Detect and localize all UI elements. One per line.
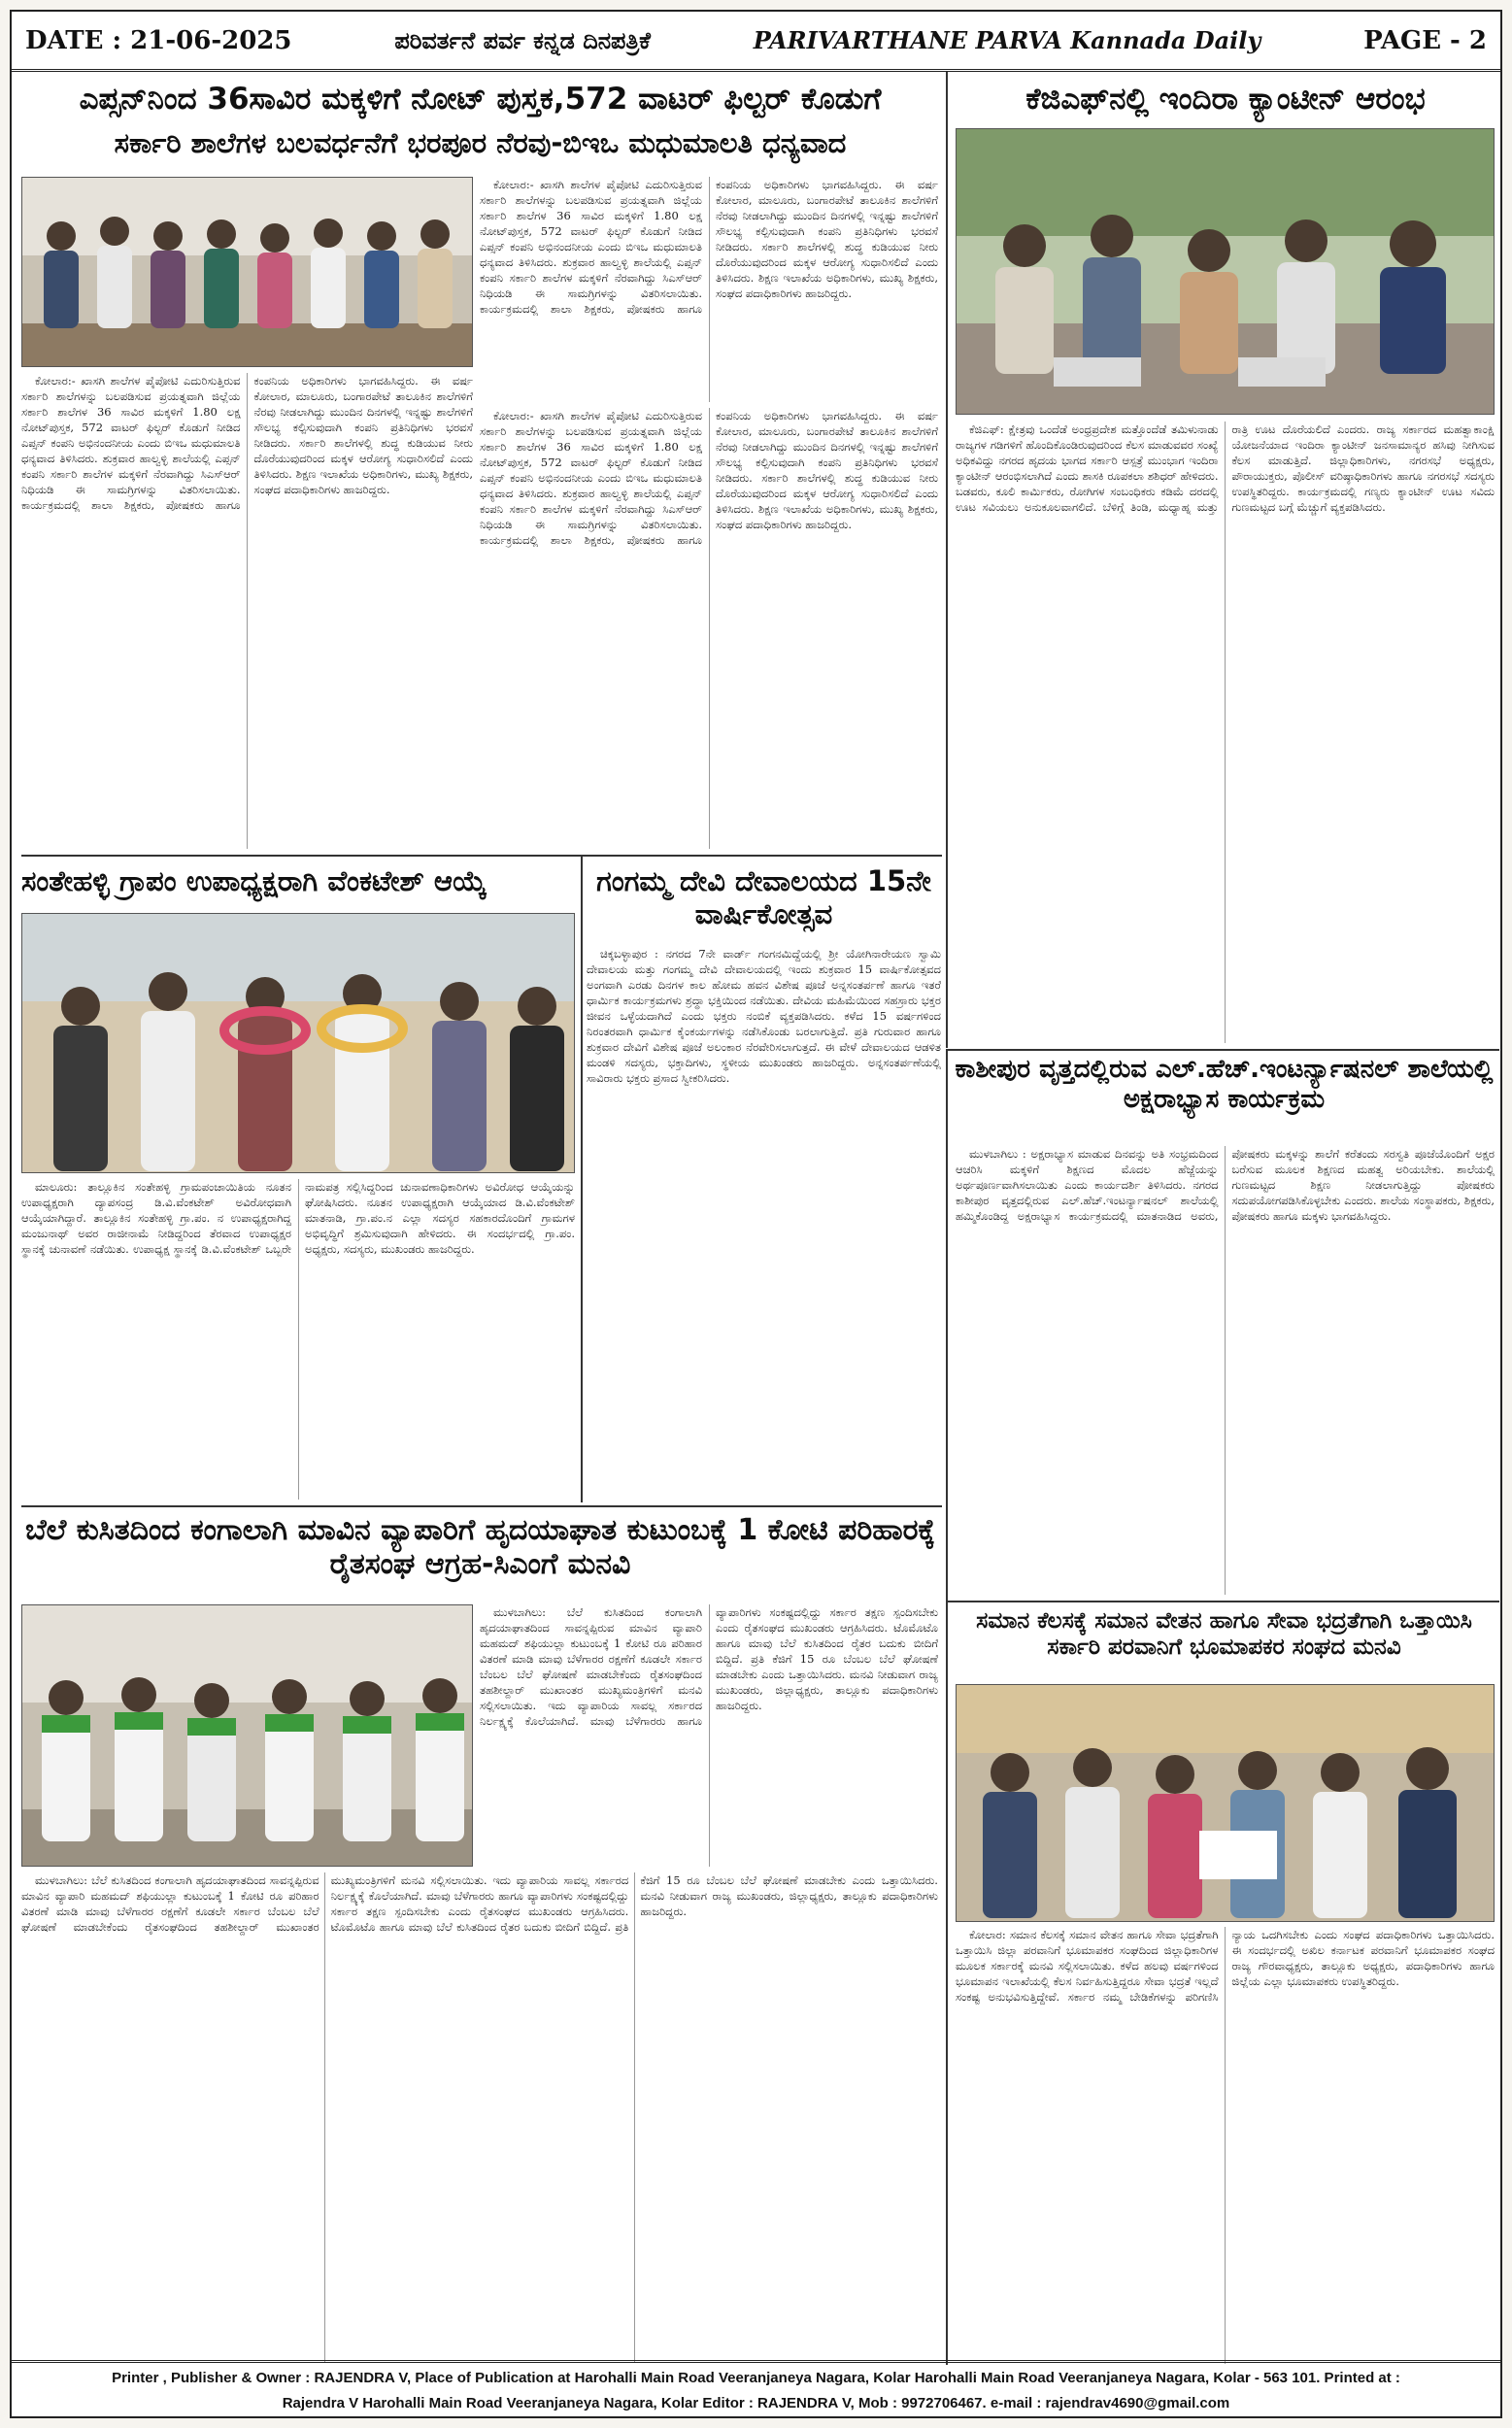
- story1-body-text-continued-2: ಕೋಲಾರ:- ಖಾಸಗಿ ಶಾಲೆಗಳ ಪೈಪೋಟಿ ಎದುರಿಸುತ್ತಿರುವ ಸರ್ಕಾರಿ ಶಾಲೆಗಳನ್ನು ಬಲಪಡಿಸುವ ಪ್ರಯತ್ನವಾಗಿ ಜಿಲ್ಲೆಯ ಸರ್ಕಾರಿ ಶಾಲೆಗಳ 36 ಸಾವಿರ ಮಕ್ಕಳಿಗೆ 1.80 ಲಕ್ಷ ನೋಟ್‌ಪುಸ್ತಕ, 572 ವಾಟರ್ ಫಿಲ್ಟರ್ ಕೊಡುಗೆ ನೀಡಿದ ಎಪ್ಸನ್ ಕಂಪನಿ ಅಭಿನಂದನೀಯ ಎಂದು ಬಿಇಒ ಮಧುಮಾಲತಿ ಧನ್ಯವಾದ ತಿಳಿಸಿದರು. ಶುಕ್ರವಾರ ಹಾಲ್ವಳ್ಳಿ ಶಾಲೆಯಲ್ಲಿ ಎಪ್ಸನ್ ಕಂಪನಿ ಸರ್ಕಾರಿ ಶಾಲೆಗಳ ಮಕ್ಕಳಿಗೆ ನೆರವಾಗಿದ್ದು ಸಿಎಸ್‌ಆರ್ ನಿಧಿಯಡಿ ಈ ಸಾಮಗ್ರಿಗಳನ್ನು ವಿತರಿಸಲಾಯಿತು. ಕಾರ್ಯಕ್ರಮದಲ್ಲಿ ಶಾಲಾ ಶಿಕ್ಷಕರು, ಪೋಷಕರು ಹಾಗೂ ಕಂಪನಿಯ ಅಧಿಕಾರಿಗಳು ಭಾಗವಹಿಸಿದ್ದರು. ಈ ವರ್ಷ ಕೋಲಾರ, ಮಾಲೂರು, ಬಂಗಾರಪೇಟೆ ತಾಲೂಕಿನ ಶಾಲೆಗಳಿಗೆ ನೆರವು ನೀಡಲಾಗಿದ್ದು ಮುಂದಿನ ದಿನಗಳಲ್ಲಿ ಇನ್ನಷ್ಟು ಶಾಲೆಗಳಿಗೆ ಸೌಲಭ್ಯ ಕಲ್ಪಿಸುವುದಾಗಿ ಕಂಪನಿ ಪ್ರತಿನಿಧಿಗಳು ಭರವಸೆ ನೀಡಿದರು. ಸರ್ಕಾರಿ ಶಾಲೆಗಳಲ್ಲಿ ಶುದ್ಧ ಕುಡಿಯುವ ನೀರು ದೊರೆಯುವುದರಿಂದ ಮಕ್ಕಳ ಆರೋಗ್ಯ ಸುಧಾರಿಸಲಿದೆ ಎಂದು ತಿಳಿಸಿದರು. ಶಿಕ್ಷಣ ಇಲಾಖೆಯ ಅಧಿಕಾರಿಗಳು, ಮುಖ್ಯ ಶಿಕ್ಷಕರು, ಸಂಘದ ಪದಾಧಿಕಾರಿಗಳು ಹಾಜರಿದ್ದರು.: [480, 409, 938, 547]
- story3-body: [21, 1179, 575, 1500]
- story6-body-lower: [21, 1872, 938, 2363]
- story5-body: [956, 1146, 1495, 1595]
- story1-body-text: ಕೋಲಾರ:- ಖಾಸಗಿ ಶಾಲೆಗಳ ಪೈಪೋಟಿ ಎದುರಿಸುತ್ತಿರುವ ಸರ್ಕಾರಿ ಶಾಲೆಗಳನ್ನು ಬಲಪಡಿಸುವ ಪ್ರಯತ್ನವಾಗಿ ಜಿಲ್ಲೆಯ ಸರ್ಕಾರಿ ಶಾಲೆಗಳ 36 ಸಾವಿರ ಮಕ್ಕಳಿಗೆ 1.80 ಲಕ್ಷ ನೋಟ್‌ಪುಸ್ತಕ, 572 ವಾಟರ್ ಫಿಲ್ಟರ್ ಕೊಡುಗೆ ನೀಡಿದ ಎಪ್ಸನ್ ಕಂಪನಿ ಅಭಿನಂದನೀಯ ಎಂದು ಬಿಇಒ ಮಧುಮಾಲತಿ ಧನ್ಯವಾದ ತಿಳಿಸಿದರು. ಶುಕ್ರವಾರ ಹಾಲ್ವಳ್ಳಿ ಶಾಲೆಯಲ್ಲಿ ಎಪ್ಸನ್ ಕಂಪನಿ ಸರ್ಕಾರಿ ಶಾಲೆಗಳ ಮಕ್ಕಳಿಗೆ ನೆರವಾಗಿದ್ದು ಸಿಎಸ್‌ಆರ್ ನಿಧಿಯಡಿ ಈ ಸಾಮಗ್ರಿಗಳನ್ನು ವಿತರಿಸಲಾಯಿತು. ಕಾರ್ಯಕ್ರಮದಲ್ಲಿ ಶಾಲಾ ಶಿಕ್ಷಕರು, ಪೋಷಕರು ಹಾಗೂ ಕಂಪನಿಯ ಅಧಿಕಾರಿಗಳು ಭಾಗವಹಿಸಿದ್ದರು. ಈ ವರ್ಷ ಕೋಲಾರ, ಮಾಲೂರು, ಬಂಗಾರಪೇಟೆ ತಾಲೂಕಿನ ಶಾಲೆಗಳಿಗೆ ನೆರವು ನೀಡಲಾಗಿದ್ದು ಮುಂದಿನ ದಿನಗಳಲ್ಲಿ ಇನ್ನಷ್ಟು ಶಾಲೆಗಳಿಗೆ ಸೌಲಭ್ಯ ಕಲ್ಪಿಸುವುದಾಗಿ ಕಂಪನಿ ಪ್ರತಿನಿಧಿಗಳು ಭರವಸೆ ನೀಡಿದರು. ಸರ್ಕಾರಿ ಶಾಲೆಗಳಲ್ಲಿ ಶುದ್ಧ ಕುಡಿಯುವ ನೀರು ದೊರೆಯುವುದರಿಂದ ಮಕ್ಕಳ ಆರೋಗ್ಯ ಸುಧಾರಿಸಲಿದೆ ಎಂದು ತಿಳಿಸಿದರು. ಶಿಕ್ಷಣ ಇಲಾಖೆಯ ಅಧಿಕಾರಿಗಳು, ಮುಖ್ಯ ಶಿಕ್ಷಕರು, ಸಂಘದ ಪದಾಧಿಕಾರಿಗಳು ಹಾಜರಿದ್ದರು.: [480, 178, 938, 316]
- story5-headline: ಕಾಶೀಪುರ ವೃತ್ತದಲ್ಲಿರುವ ಎಲ್.ಹೆಚ್.ಇಂಟರ್ನ್ಯಾಷನಲ್ ಶಾಲೆಯಲ್ಲಿ ಅಕ್ಷರಾಭ್ಯಾಸ ಕಾರ್ಯಕ್ರಮ: [955, 1055, 1494, 1114]
- column-rule-2: [581, 857, 583, 1502]
- section-rule-right-2: [948, 1601, 1499, 1602]
- story6-photo: [21, 1604, 473, 1867]
- story7-body-text: ಕೋಲಾರ: ಸಮಾನ ಕೆಲಸಕ್ಕೆ ಸಮಾನ ವೇತನ ಹಾಗೂ ಸೇವಾ ಭದ್ರತೆಗಾಗಿ ಒತ್ತಾಯಿಸಿ ಜಿಲ್ಲಾ ಪರವಾನಿಗೆ ಭೂಮಾಪಕರ ಸಂಘದಿಂದ ಜಿಲ್ಲಾಧಿಕಾರಿಗಳ ಮೂಲಕ ಸರ್ಕಾರಕ್ಕೆ ಮನವಿ ಸಲ್ಲಿಸಲಾಯಿತು. ಕಳೆದ ಹಲವು ವರ್ಷಗಳಿಂದ ಭೂಮಾಪನ ಇಲಾಖೆಯಲ್ಲಿ ಕೆಲಸ ನಿರ್ವಹಿಸುತ್ತಿದ್ದರೂ ಸೇವಾ ಭದ್ರತೆ ಇಲ್ಲದೆ ಸಂಕಷ್ಟ ಅನುಭವಿಸುತ್ತಿದ್ದೇವೆ. ಸರ್ಕಾರ ನಮ್ಮ ಬೇಡಿಕೆಗಳನ್ನು ಪರಿಗಣಿಸಿ ನ್ಯಾಯ ಒದಗಿಸಬೇಕು ಎಂದು ಸಂಘದ ಪದಾಧಿಕಾರಿಗಳು ಒತ್ತಾಯಿಸಿದರು. ಈ ಸಂದರ್ಭದಲ್ಲಿ ಅಖಿಲ ಕರ್ನಾಟಕ ಪರವಾನಿಗೆ ಭೂಮಾಪಕರ ಸಂಘದ ರಾಜ್ಯ ಗೌರವಾಧ್ಯಕ್ಷರು, ತಾಲ್ಲೂಕು ಅಧ್ಯಕ್ಷರು, ಪದಾಧಿಕಾರಿಗಳು ಹಾಗೂ ಜಿಲ್ಲೆಯ ಎಲ್ಲಾ ಭೂಮಾಪಕರು ಉಪಸ್ಥಿತರಿದ್ದರು.: [956, 1928, 1495, 2004]
- story6-headline: ಬೆಲೆ ಕುಸಿತದಿಂದ ಕಂಗಾಲಾಗಿ ಮಾವಿನ ವ್ಯಾಪಾರಿಗೆ ಹೃದಯಾಘಾತ ಕುಟುಂಬಕ್ಕೆ 1 ಕೋಟಿ ಪರಿಹಾರಕ್ಕೆ ರೈತಸಂಘ ಆಗ್ರಹ-ಸಿಎಂಗೆ ಮನವಿ: [24, 1513, 936, 1582]
- column-rule: [946, 72, 948, 1048]
- imprint-line-1: Printer , Publisher & Owner : RAJENDRA V, Place of Publication at Harohalli Main Road Veeranjaneya Nagara, Kolar Harohalli Main Road Veeranjaneya Nagara, Kolar - 563 101. Printed at :: [112, 2370, 1400, 2386]
- story1-body-left: [21, 373, 473, 849]
- story6-body-text: ಮುಳಬಾಗಿಲು: ಬೆಲೆ ಕುಸಿತದಿಂದ ಕಂಗಾಲಾಗಿ ಹೃದಯಾಘಾತದಿಂದ ಸಾವನ್ನಪ್ಪಿರುವ ಮಾವಿನ ವ್ಯಾಪಾರಿ ಮಹಮದ್ ಶಫಿಯುಲ್ಲಾ ಕುಟುಂಬಕ್ಕೆ 1 ಕೋಟಿ ರೂ ಪರಿಹಾರ ವಿತರಣೆ ಮಾಡಿ ಮಾವು ಬೆಳೆಗಾರರ ರಕ್ಷಣೆಗೆ ಕೂಡಲೇ ಸರ್ಕಾರ ಬೆಂಬಲ ಬೆಲೆ ಘೋಷಣೆ ಮಾಡಬೇಕೆಂದು ರೈತಸಂಘದಿಂದ ತಹಶೀಲ್ದಾರ್ ಮುಖಾಂತರ ಮುಖ್ಯಮಂತ್ರಿಗಳಿಗೆ ಮನವಿ ಸಲ್ಲಿಸಲಾಯಿತು. ಇದು ವ್ಯಾಪಾರಿಯ ಸಾವಲ್ಲ ಸರ್ಕಾರದ ನಿರ್ಲಕ್ಷ್ಯಕ್ಕೆ ಕೊಲೆಯಾಗಿದೆ. ಮಾವು ಬೆಳೆಗಾರರು ಹಾಗೂ ವ್ಯಾಪಾರಿಗಳು ಸಂಕಷ್ಟದಲ್ಲಿದ್ದು ಸರ್ಕಾರ ತಕ್ಷಣ ಸ್ಪಂದಿಸಬೇಕು ಎಂದು ರೈತಸಂಘದ ಮುಖಂಡರು ಆಗ್ರಹಿಸಿದರು. ಟೊಮೊಟೊ ಹಾಗೂ ಮಾವು ಬೆಲೆ ಕುಸಿತದಿಂದ ರೈತರ ಬದುಕು ಬೀದಿಗೆ ಬಿದ್ದಿದೆ. ಪ್ರತಿ ಕೆಜಿಗೆ 15 ರೂ ಬೆಂಬಲ ಬೆಲೆ ಘೋಷಣೆ ಮಾಡಬೇಕು ಎಂದು ಒತ್ತಾಯಿಸಿದರು. ಮನವಿ ನೀಡುವಾಗ ರಾಜ್ಯ ಮುಖಂಡರು, ಜಿಲ್ಲಾಧ್ಯಕ್ಷರು, ತಾಲ್ಲೂಕು ಪದಾಧಿಕಾರಿಗಳು ಹಾಜರಿದ್ದರು.: [480, 1605, 938, 1728]
- issue-date: DATE : 21-06-2025: [25, 25, 292, 55]
- section-rule-right: [948, 1049, 1499, 1051]
- story3-body-text: ಮಾಲೂರು: ತಾಲ್ಲೂಕಿನ ಸಂತೇಹಳ್ಳಿ ಗ್ರಾಮಪಂಚಾಯಿತಿಯ ನೂತನ ಉಪಾಧ್ಯಕ್ಷರಾಗಿ ದ್ಯಾಪಸಂದ್ರ ಡಿ.ವಿ.ವೆಂಕಟೇಶ್ ಅವಿರೋಧವಾಗಿ ಆಯ್ಕೆಯಾಗಿದ್ದಾರೆ. ತಾಲ್ಲೂಕಿನ ಸಂತೇಹಳ್ಳಿ ಗ್ರಾ.ಪಂ. ನ ಉಪಾಧ್ಯಕ್ಷರಾಗಿದ್ದ ಮಂಜುನಾಥ್ ಅವರ ರಾಜೀನಾಮೆ ನೀಡಿದ್ದರಿಂದ ತೆರವಾದ ಉಪಾಧ್ಯಕ್ಷರ ಸ್ಥಾನಕ್ಕೆ ಚುನಾವಣೆ ನಡೆಯಿತು. ಉಪಾಧ್ಯಕ್ಷ ಸ್ಥಾನಕ್ಕೆ ಡಿ.ವಿ.ವೆಂಕಟೇಶ್ ಒಬ್ಬರೇ ನಾಮಪತ್ರ ಸಲ್ಲಿಸಿದ್ದರಿಂದ ಚುನಾವಣಾಧಿಕಾರಿಗಳು ಅವಿರೋಧ ಆಯ್ಕೆಯನ್ನು ಘೋಷಿಸಿದರು. ನೂತನ ಉಪಾಧ್ಯಕ್ಷರಾಗಿ ಆಯ್ಕೆಯಾದ ಡಿ.ವಿ.ವೆಂಕಟೇಶ್ ಮಾತನಾಡಿ, ಗ್ರಾ.ಪಂ.ನ ಎಲ್ಲಾ ಸದಸ್ಯರ ಸಹಕಾರದೊಂದಿಗೆ ಗ್ರಾಮಗಳ ಅಭಿವೃದ್ಧಿಗೆ ಶ್ರಮಿಸುವುದಾಗಿ ಹೇಳಿದರು. ಈ ಸಂದರ್ಭದಲ್ಲಿ ಗ್ರಾ.ಪಂ. ಅಧ್ಯಕ್ಷರು, ಸದಸ್ಯರು, ಮುಖಂಡರು ಹಾಜರಿದ್ದರು.: [21, 1180, 575, 1256]
- paper-title-kannada: ಪರಿವರ್ತನೆ ಪರ್ವ ಕನ್ನಡ ದಿನಪತ್ರಿಕೆ: [394, 26, 651, 54]
- imprint-footer: [12, 2360, 1500, 2416]
- story3-photo-image: [22, 914, 575, 1173]
- story2-headline: ಕೆಜಿಎಫ್‌ನಲ್ಲಿ ಇಂದಿರಾ ಕ್ಯಾಂಟೀನ್ ಆರಂಭ: [1025, 82, 1426, 117]
- story7-headline: ಸಮಾನ ಕೆಲಸಕ್ಕೆ ಸಮಾನ ವೇತನ ಹಾಗೂ ಸೇವಾ ಭದ್ರತೆಗಾಗಿ ಒತ್ತಾಯಿಸಿ ಸರ್ಕಾರಿ ಪರವಾನಿಗೆ ಭೂಮಾಪಕರ ಸಂಘದ ಮನವಿ: [976, 1608, 1472, 1661]
- section-rule-2: [21, 1505, 942, 1507]
- story7-photo: [956, 1684, 1495, 1922]
- story7-body: [956, 1927, 1495, 2364]
- story1-photo: [21, 177, 473, 367]
- imprint-line-2: Rajendra V Harohalli Main Road Veeranjaneya Nagara, Kolar Editor : RAJENDRA V, Mob : 9972706467. e-mail : rajendrav4690@gmail.com: [282, 2395, 1230, 2411]
- story2-photo-image: [957, 129, 1495, 415]
- newspaper-page: [10, 10, 1502, 2418]
- story4-body-text: ಚಿಕ್ಕಬಳ್ಳಾಪುರ : ನಗರದ 7ನೇ ವಾರ್ಡ್ ಗಂಗನಮಿದ್ದೆಯಲ್ಲಿ ಶ್ರೀ ಯೋಗಿನಾರೇಯಣ ಸ್ವಾಮಿ ದೇವಾಲಯ ಮತ್ತು ಗಂಗಮ್ಮ ದೇವಿ ದೇವಾಲಯದಲ್ಲಿ ಇಂದು ಶುಕ್ರವಾರ 15 ವಾರ್ಷಿಕೋತ್ಸವದ ಅಂಗವಾಗಿ ಎರಡು ದಿನಗಳ ಕಾಲ ಹೋಮ ಹವನ ವಿಶೇಷ ಪೂಜೆ ಅನ್ನಸಂತರ್ಪಣೆ ಹಾಗೂ ಇತರೆ ಧಾರ್ಮಿಕ ಕಾರ್ಯಕ್ರಮಗಳು ಶ್ರದ್ಧಾ ಭಕ್ತಿಯಿಂದ ನಡೆಯಿತು. ದೇವಿಯ ಮಹಿಮೆಯಿಂದ ಸಹಸ್ರಾರು ಭಕ್ತರ ಜೀವನ ಒಳ್ಳೆಯದಾಗಿದೆ ಎಂದು ಭಕ್ತರು ನಂಬಿಕೆ ವ್ಯಕ್ತಪಡಿಸಿದರು. ಕಳೆದ 15 ವರ್ಷಗಳಿಂದ ನಿರಂತರವಾಗಿ ಧಾರ್ಮಿಕ ಕೈಂಕರ್ಯಗಳನ್ನು ನಡೆಸಿಕೊಂಡು ಬರಲಾಗುತ್ತಿದೆ. ಪ್ರತಿ ಗುರುವಾರ ಹಾಗೂ ಶುಕ್ರವಾರ ದೇವಿಗೆ ವಿಶೇಷ ಪೂಜೆ ಅಲಂಕಾರ ನೆರವೇರಿಸಲಾಗುತ್ತದೆ. ಈ ವೇಳೆ ದೇವಾಲಯದ ಆಡಳಿತ ಮಂಡಳಿ ಸದಸ್ಯರು, ಭಕ್ತಾದಿಗಳು, ಸ್ಥಳೀಯ ಮುಖಂಡರು ಹಾಜರಿದ್ದರು. ಅನ್ನಸಂತರ್ಪಣೆಯಲ್ಲಿ ಸಾವಿರಾರು ಭಕ್ತರು ಪ್ರಸಾದ ಸ್ವೀಕರಿಸಿದರು.: [587, 947, 941, 1085]
- story4-headline: ಗಂಗಮ್ಮ ದೇವಿ ದೇವಾಲಯದ 15ನೇ ವಾರ್ಷಿಕೋತ್ಸವ: [596, 864, 931, 931]
- story1-body-right: [480, 177, 938, 402]
- page-number: PAGE - 2: [1363, 25, 1487, 55]
- story1-body-lower: [480, 408, 938, 849]
- story3-headline: ಸಂತೇಹಳ್ಳಿ ಗ್ರಾಪಂ ಉಪಾಧ್ಯಕ್ಷರಾಗಿ ವೆಂಕಟೇಶ್ ಆಯ್ಕೆ: [21, 864, 487, 897]
- story1-headline: ಎಪ್ಸನ್‌ನಿಂದ 36ಸಾವಿರ ಮಕ್ಕಳಿಗೆ ನೋಟ್ ಪುಸ್ತಕ,572 ವಾಟರ್ ಫಿಲ್ಟರ್ ಕೊಡುಗೆ: [79, 82, 882, 117]
- masthead: [12, 12, 1500, 72]
- section-rule: [21, 855, 942, 857]
- story1-photo-image: [22, 178, 473, 367]
- story1-subhead: ಸರ್ಕಾರಿ ಶಾಲೆಗಳ ಬಲವರ್ಧನೆಗೆ ಭರಪೂರ ನೆರವು-ಬಿಇಒ ಮಧುಮಾಲತಿ ಧನ್ಯವಾದ: [114, 126, 847, 159]
- story3-photo: [21, 913, 575, 1173]
- story6-body-text-continued: ಮುಳಬಾಗಿಲು: ಬೆಲೆ ಕುಸಿತದಿಂದ ಕಂಗಾಲಾಗಿ ಹೃದಯಾಘಾತದಿಂದ ಸಾವನ್ನಪ್ಪಿರುವ ಮಾವಿನ ವ್ಯಾಪಾರಿ ಮಹಮದ್ ಶಫಿಯುಲ್ಲಾ ಕುಟುಂಬಕ್ಕೆ 1 ಕೋಟಿ ರೂ ಪರಿಹಾರ ವಿತರಣೆ ಮಾಡಿ ಮಾವು ಬೆಳೆಗಾರರ ರಕ್ಷಣೆಗೆ ಕೂಡಲೇ ಸರ್ಕಾರ ಬೆಂಬಲ ಬೆಲೆ ಘೋಷಣೆ ಮಾಡಬೇಕೆಂದು ರೈತಸಂಘದಿಂದ ತಹಶೀಲ್ದಾರ್ ಮುಖಾಂತರ ಮುಖ್ಯಮಂತ್ರಿಗಳಿಗೆ ಮನವಿ ಸಲ್ಲಿಸಲಾಯಿತು. ಇದು ವ್ಯಾಪಾರಿಯ ಸಾವಲ್ಲ ಸರ್ಕಾರದ ನಿರ್ಲಕ್ಷ್ಯಕ್ಕೆ ಕೊಲೆಯಾಗಿದೆ. ಮಾವು ಬೆಳೆಗಾರರು ಹಾಗೂ ವ್ಯಾಪಾರಿಗಳು ಸಂಕಷ್ಟದಲ್ಲಿದ್ದು ಸರ್ಕಾರ ತಕ್ಷಣ ಸ್ಪಂದಿಸಬೇಕು ಎಂದು ರೈತಸಂಘದ ಮುಖಂಡರು ಆಗ್ರಹಿಸಿದರು. ಟೊಮೊಟೊ ಹಾಗೂ ಮಾವು ಬೆಲೆ ಕುಸಿತದಿಂದ ರೈತರ ಬದುಕು ಬೀದಿಗೆ ಬಿದ್ದಿದೆ. ಪ್ರತಿ ಕೆಜಿಗೆ 15 ರೂ ಬೆಂಬಲ ಬೆಲೆ ಘೋಷಣೆ ಮಾಡಬೇಕು ಎಂದು ಒತ್ತಾಯಿಸಿದರು. ಮನವಿ ನೀಡುವಾಗ ರಾಜ್ಯ ಮುಖಂಡರು, ಜಿಲ್ಲಾಧ್ಯಕ್ಷರು, ತಾಲ್ಲೂಕು ಪದಾಧಿಕಾರಿಗಳು ಹಾಜರಿದ್ದರು.: [21, 1873, 938, 1934]
- story6-body-right: [480, 1604, 938, 1867]
- story4-body: [587, 946, 941, 1500]
- story2-body: [956, 422, 1495, 1043]
- story2-body-text: ಕೆಜಿಎಫ್: ಕ್ಷೇತ್ರವು ಒಂದೆಡೆ ಅಂಧ್ರಪ್ರದೇಶ ಮತ್ತೊಂದೆಡೆ ತಮಿಳುನಾಡು ರಾಜ್ಯಗಳ ಗಡಿಗಳಿಗೆ ಹೊಂದಿಕೊಂಡಿರುವುದರಿಂದ ಕೆಲಸ ಮಾಡುವವರ ಸಂಖ್ಯೆ ಅಧಿಕವಿದ್ದು ನಗರದ ಹೃದಯ ಭಾಗದ ಸರ್ಕಾರಿ ಆಸ್ಪತ್ರೆ ಮುಂಭಾಗ ಇಂದಿರಾ ಕ್ಯಾಂಟೀನ್ ಆರಂಭಿಸಲಾಗಿದೆ ಎಂದು ಶಾಸಕಿ ರೂಪಕಲಾ ಶಶಿಧರ್ ಹೇಳಿದರು. ಬಡವರು, ಕೂಲಿ ಕಾರ್ಮಿಕರು, ರೋಗಿಗಳ ಸಂಬಂಧಿಕರು ಕಡಿಮೆ ದರದಲ್ಲಿ ಊಟ ಸವಿಯಲು ಅನುಕೂಲವಾಗಲಿದೆ. ಬೆಳಿಗ್ಗೆ ತಿಂಡಿ, ಮಧ್ಯಾಹ್ನ ಮತ್ತು ರಾತ್ರಿ ಊಟ ದೊರೆಯಲಿದೆ ಎಂದರು. ರಾಜ್ಯ ಸರ್ಕಾರದ ಮಹತ್ವಾಕಾಂಕ್ಷಿ ಯೋಜನೆಯಾದ ಇಂದಿರಾ ಕ್ಯಾಂಟೀನ್ ಜನಸಾಮಾನ್ಯರ ಹಸಿವು ನೀಗಿಸುವ ಕೆಲಸ ಮಾಡುತ್ತಿದೆ. ಜಿಲ್ಲಾಧಿಕಾರಿಗಳು, ನಗರಸಭೆ ಅಧ್ಯಕ್ಷರು, ಪೌರಾಯುಕ್ತರು, ಪೊಲೀಸ್ ವರಿಷ್ಠಾಧಿಕಾರಿಗಳು ಹಾಗೂ ನಗರಸಭೆ ಸದಸ್ಯರು ಉಪಸ್ಥಿತರಿದ್ದರು. ಕಾರ್ಯಕ್ರಮದಲ್ಲಿ ಗಣ್ಯರು ಕ್ಯಾಂಟೀನ್ ಊಟ ಸವಿದು ಗುಣಮಟ್ಟದ ಬಗ್ಗೆ ಮೆಚ್ಚುಗೆ ವ್ಯಕ್ತಪಡಿಸಿದರು.: [956, 422, 1495, 514]
- story1-body-text-continued: ಕೋಲಾರ:- ಖಾಸಗಿ ಶಾಲೆಗಳ ಪೈಪೋಟಿ ಎದುರಿಸುತ್ತಿರುವ ಸರ್ಕಾರಿ ಶಾಲೆಗಳನ್ನು ಬಲಪಡಿಸುವ ಪ್ರಯತ್ನವಾಗಿ ಜಿಲ್ಲೆಯ ಸರ್ಕಾರಿ ಶಾಲೆಗಳ 36 ಸಾವಿರ ಮಕ್ಕಳಿಗೆ 1.80 ಲಕ್ಷ ನೋಟ್‌ಪುಸ್ತಕ, 572 ವಾಟರ್ ಫಿಲ್ಟರ್ ಕೊಡುಗೆ ನೀಡಿದ ಎಪ್ಸನ್ ಕಂಪನಿ ಅಭಿನಂದನೀಯ ಎಂದು ಬಿಇಒ ಮಧುಮಾಲತಿ ಧನ್ಯವಾದ ತಿಳಿಸಿದರು. ಶುಕ್ರವಾರ ಹಾಲ್ವಳ್ಳಿ ಶಾಲೆಯಲ್ಲಿ ಎಪ್ಸನ್ ಕಂಪನಿ ಸರ್ಕಾರಿ ಶಾಲೆಗಳ ಮಕ್ಕಳಿಗೆ ನೆರವಾಗಿದ್ದು ಸಿಎಸ್‌ಆರ್ ನಿಧಿಯಡಿ ಈ ಸಾಮಗ್ರಿಗಳನ್ನು ವಿತರಿಸಲಾಯಿತು. ಕಾರ್ಯಕ್ರಮದಲ್ಲಿ ಶಾಲಾ ಶಿಕ್ಷಕರು, ಪೋಷಕರು ಹಾಗೂ ಕಂಪನಿಯ ಅಧಿಕಾರಿಗಳು ಭಾಗವಹಿಸಿದ್ದರು. ಈ ವರ್ಷ ಕೋಲಾರ, ಮಾಲೂರು, ಬಂಗಾರಪೇಟೆ ತಾಲೂಕಿನ ಶಾಲೆಗಳಿಗೆ ನೆರವು ನೀಡಲಾಗಿದ್ದು ಮುಂದಿನ ದಿನಗಳಲ್ಲಿ ಇನ್ನಷ್ಟು ಶಾಲೆಗಳಿಗೆ ಸೌಲಭ್ಯ ಕಲ್ಪಿಸುವುದಾಗಿ ಕಂಪನಿ ಪ್ರತಿನಿಧಿಗಳು ಭರವಸೆ ನೀಡಿದರು. ಸರ್ಕಾರಿ ಶಾಲೆಗಳಲ್ಲಿ ಶುದ್ಧ ಕುಡಿಯುವ ನೀರು ದೊರೆಯುವುದರಿಂದ ಮಕ್ಕಳ ಆರೋಗ್ಯ ಸುಧಾರಿಸಲಿದೆ ಎಂದು ತಿಳಿಸಿದರು. ಶಿಕ್ಷಣ ಇಲಾಖೆಯ ಅಧಿಕಾರಿಗಳು, ಮುಖ್ಯ ಶಿಕ್ಷಕರು, ಸಂಘದ ಪದಾಧಿಕಾರಿಗಳು ಹಾಜರಿದ್ದರು.: [21, 374, 473, 512]
- paper-title-english: PARIVARTHANE PARVA Kannada Daily: [753, 26, 1261, 54]
- story6-photo-image: [22, 1605, 473, 1867]
- story2-photo: [956, 128, 1495, 415]
- column-rule-3: [946, 1049, 948, 2365]
- story5-body-text: ಮುಳಬಾಗಿಲು : ಅಕ್ಷರಾಭ್ಯಾಸ ಮಾಡುವ ದಿನವನ್ನು ಅತಿ ಸಂಭ್ರಮದಿಂದ ಆಚರಿಸಿ ಮಕ್ಕಳಿಗೆ ಶಿಕ್ಷಣದ ಮೊದಲ ಹೆಜ್ಜೆಯನ್ನು ಅರ್ಥಪೂರ್ಣವಾಗಿಸಲಾಯಿತು ಎಂದು ಕಾರ್ಯದರ್ಶಿ ತಿಳಿಸಿದರು. ನಗರದ ಕಾಶೀಪುರ ವೃತ್ತದಲ್ಲಿರುವ ಎಲ್.ಹೆಚ್.ಇಂಟರ್ನ್ಯಾಷನಲ್ ಶಾಲೆಯಲ್ಲಿ ಹಮ್ಮಿಕೊಂಡಿದ್ದ ಅಕ್ಷರಾಭ್ಯಾಸ ಕಾರ್ಯಕ್ರಮದಲ್ಲಿ ಮಾತನಾಡಿದ ಅವರು, ಪೋಷಕರು ಮಕ್ಕಳನ್ನು ಶಾಲೆಗೆ ಕರೆತಂದು ಸರಸ್ವತಿ ಪೂಜೆಯೊಂದಿಗೆ ಅಕ್ಷರ ಬರೆಸುವ ಮೂಲಕ ಶಿಕ್ಷಣದ ಮಹತ್ವ ಅರಿಯಬೇಕು. ಶಾಲೆಯಲ್ಲಿ ಗುಣಮಟ್ಟದ ಶಿಕ್ಷಣ ನೀಡಲಾಗುತ್ತಿದ್ದು ಪೋಷಕರು ಸದುಪಯೋಗಪಡಿಸಿಕೊಳ್ಳಬೇಕು ಎಂದರು. ಶಾಲೆಯ ಸಂಸ್ಥಾಪಕರು, ಶಿಕ್ಷಕರು, ಪೋಷಕರು ಹಾಗೂ ಮಕ್ಕಳು ಭಾಗವಹಿಸಿದ್ದರು.: [956, 1147, 1495, 1223]
- story7-photo-image: [957, 1685, 1495, 1922]
